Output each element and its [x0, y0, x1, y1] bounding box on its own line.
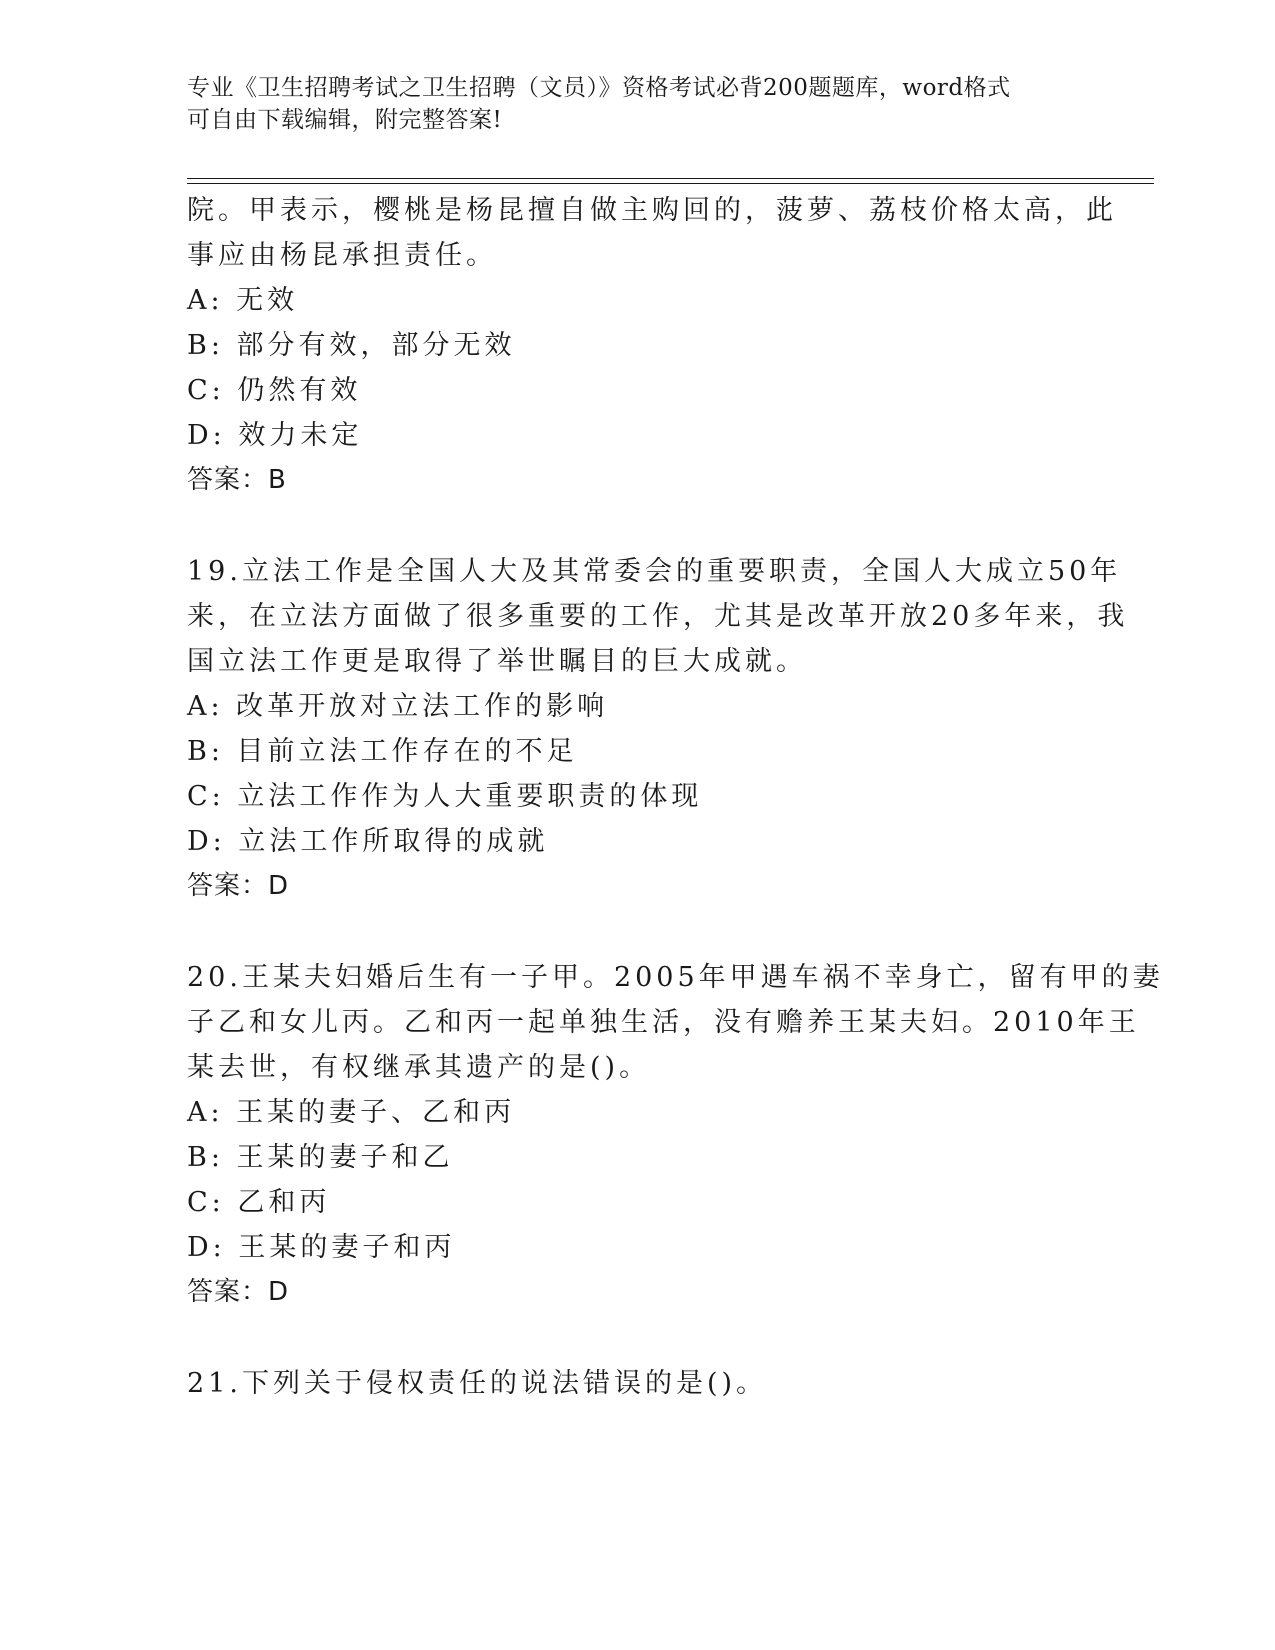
header-rule-bottom	[187, 183, 1154, 184]
header-line-2: 可自由下载编辑，附完整答案!	[187, 107, 503, 133]
question-18	[187, 188, 1117, 503]
option-a: A: 无效	[187, 285, 299, 316]
question-stem-line: 子乙和女儿丙。乙和丙一起单独生活，没有赡养王某夫妇。2010年王	[187, 1007, 1140, 1038]
spacer	[187, 1315, 1087, 1361]
option-d: D: 立法工作所取得的成就	[187, 826, 549, 857]
question-stem-line: 来，在立法方面做了很多重要的工作，尤其是改革开放20多年来，我	[187, 601, 1129, 632]
question-stem-line: 院。甲表示，樱桃是杨昆擅自做主购回的，菠萝、荔枝价格太高，此	[187, 195, 1117, 226]
option-a: A: 改革开放对立法工作的影响	[187, 691, 609, 722]
question-stem-line: 事应由杨昆承担责任。	[187, 240, 497, 271]
question-stem-line: 国立法工作更是取得了举世瞩目的巨大成就。	[187, 646, 807, 677]
question-stem-line: 某去世，有权继承其遗产的是()。	[187, 1052, 651, 1083]
question-21	[187, 1361, 1087, 1406]
option-c: C: 乙和丙	[187, 1187, 331, 1218]
answer-line: 答案：D	[187, 871, 290, 901]
option-a: A: 王某的妻子、乙和丙	[187, 1097, 516, 1128]
spacer	[187, 503, 1087, 549]
option-d: D: 效力未定	[187, 420, 363, 451]
spacer	[187, 909, 1087, 955]
option-c: C: 仍然有效	[187, 375, 362, 406]
question-stem-line: 21.下列关于侵权责任的说法错误的是()。	[187, 1368, 768, 1399]
question-19	[187, 549, 1129, 909]
question-stem-line: 19.立法工作是全国人大及其常委会的重要职责，全国人大成立50年	[187, 556, 1122, 587]
header-rule-top	[187, 178, 1154, 179]
option-d: D: 王某的妻子和丙	[187, 1232, 456, 1263]
document-header	[187, 72, 1087, 136]
answer-line: 答案：D	[187, 1277, 290, 1307]
option-b: B: 目前立法工作存在的不足	[187, 736, 578, 767]
header-line-1: 专业《卫生招聘考试之卫生招聘（文员）》资格考试必背200题题库，word格式	[187, 75, 1011, 101]
question-20	[187, 955, 1164, 1315]
answer-line: 答案：B	[187, 465, 287, 495]
option-c: C: 立法工作作为人大重要职责的体现	[187, 781, 703, 812]
document-body	[187, 188, 1164, 1406]
option-b: B: 部分有效，部分无效	[187, 330, 516, 361]
option-b: B: 王某的妻子和乙	[187, 1142, 454, 1173]
question-stem-line: 20.王某夫妇婚后生有一子甲。2005年甲遇车祸不幸身亡，留有甲的妻	[187, 962, 1164, 993]
